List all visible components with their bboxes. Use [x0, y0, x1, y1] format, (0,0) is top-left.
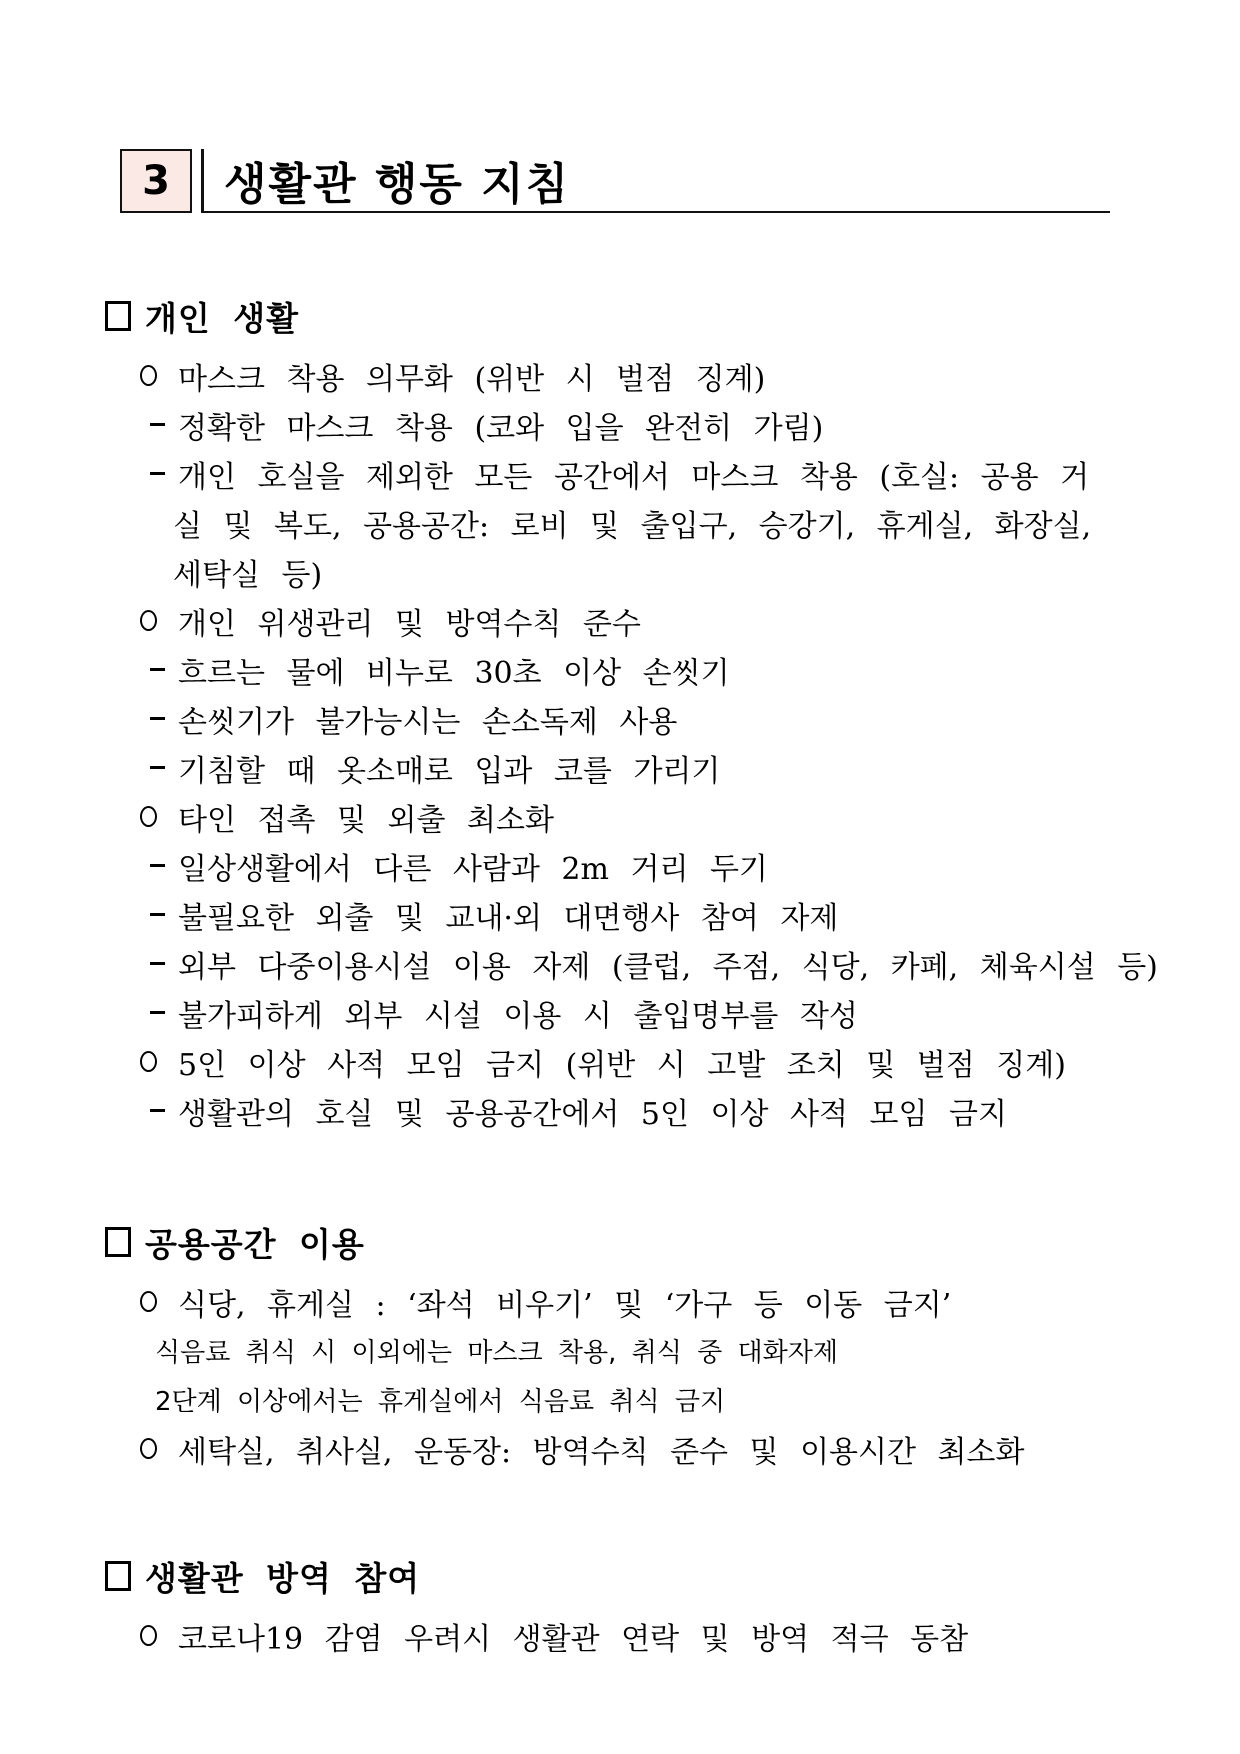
section: [105, 297, 1158, 1135]
item-text: 기침할 때 옷소매로 입과 코를 가리기: [178, 753, 721, 789]
section: [105, 1557, 1140, 1660]
circle-bullet-icon: [140, 1438, 157, 1459]
list-item: [105, 351, 1140, 400]
list-item: [105, 400, 1140, 449]
list-item: [105, 1037, 1140, 1086]
list-item: [105, 1326, 1140, 1375]
page-title: 생활관 행동 지침: [224, 159, 571, 210]
list-item: [105, 1375, 1140, 1424]
dash-bullet-icon: [150, 864, 165, 867]
list-item: [105, 547, 1140, 596]
item-text: 실 및 복도, 공용공간: 로비 및 출입구, 승강기, 휴게실, 화장실,: [173, 508, 1092, 544]
item-text: 타인 접촉 및 외출 최소화: [178, 802, 554, 838]
list-item: [105, 694, 1140, 743]
item-text: 일상생활에서 다른 사람과 2m 거리 두기: [178, 851, 768, 887]
circle-bullet-icon: [140, 1625, 157, 1646]
section-title-text: 개인 생활: [145, 298, 300, 338]
section-title: [105, 297, 1140, 338]
section-title-text: 생활관 방역 참여: [145, 1558, 421, 1598]
item-text: 불가피하게 외부 시설 이용 시 출입명부를 작성: [178, 998, 858, 1034]
item-text: 세탁실, 취사실, 운동장: 방역수칙 준수 및 이용시간 최소화: [178, 1434, 1025, 1470]
item-text: 생활관의 호실 및 공용공간에서 5인 이상 사적 모임 금지: [178, 1096, 1007, 1132]
item-text: 식당, 휴게실 : ‘좌석 비우기’ 및 ‘가구 등 이동 금지’: [178, 1287, 952, 1323]
section-title: [105, 1557, 1140, 1598]
list-item: [105, 498, 1140, 547]
section: [105, 1223, 1140, 1473]
square-bullet-icon: [105, 301, 131, 331]
dash-bullet-icon: [150, 1109, 165, 1112]
dash-bullet-icon: [150, 766, 165, 769]
item-text: 손씻기가 불가능시는 손소독제 사용: [178, 704, 678, 740]
item-text: 불필요한 외출 및 교내·외 대면행사 참여 자제: [178, 900, 839, 936]
list-item: [105, 890, 1140, 939]
dash-bullet-icon: [150, 423, 165, 426]
item-text: 코로나19 감염 우려시 생활관 연락 및 방역 적극 동참: [178, 1621, 969, 1657]
circle-bullet-icon: [140, 365, 157, 386]
circle-bullet-icon: [140, 1051, 157, 1072]
document-body: [105, 297, 1158, 1660]
item-text: 마스크 착용 의무화 (위반 시 벌점 징계): [178, 361, 766, 397]
item-text: 외부 다중이용시설 이용 자제 (클럽, 주점, 식당, 카페, 체육시설 등): [178, 949, 1158, 985]
item-text: 정확한 마스크 착용 (코와 입을 완전히 가림): [178, 410, 824, 446]
item-text: 개인 호실을 제외한 모든 공간에서 마스크 착용 (호실: 공용 거: [178, 459, 1090, 495]
square-bullet-icon: [105, 1561, 131, 1591]
list-item: [105, 596, 1140, 645]
circle-bullet-icon: [140, 806, 157, 827]
header-number-box: [120, 149, 192, 213]
item-text: 개인 위생관리 및 방역수칙 준수: [178, 606, 641, 642]
dash-bullet-icon: [150, 962, 165, 965]
dash-bullet-icon: [150, 472, 165, 475]
list-item: [105, 645, 1140, 694]
square-bullet-icon: [105, 1227, 131, 1257]
item-text: 5인 이상 사적 모임 금지 (위반 시 고발 조치 및 벌점 징계): [178, 1047, 1066, 1083]
section-title: [105, 1223, 1140, 1264]
item-text: 흐르는 물에 비누로 30초 이상 손씻기: [178, 655, 730, 691]
list-item: [105, 939, 1158, 988]
chapter-number: 3: [142, 158, 170, 204]
circle-bullet-icon: [140, 1291, 157, 1312]
section-title-text: 공용공간 이용: [145, 1224, 365, 1264]
dash-bullet-icon: [150, 1011, 165, 1014]
list-item: [105, 841, 1140, 890]
item-text: 세탁실 등): [173, 557, 323, 593]
circle-bullet-icon: [140, 610, 157, 631]
dash-bullet-icon: [150, 717, 165, 720]
chapter-header: [120, 149, 1110, 213]
dash-bullet-icon: [150, 913, 165, 916]
list-item: [105, 988, 1140, 1037]
list-item: [105, 1611, 1140, 1660]
dash-bullet-icon: [150, 668, 165, 671]
list-item: [105, 1277, 1140, 1326]
list-item: [105, 1086, 1140, 1135]
list-item: [105, 449, 1140, 498]
item-text: 식음료 취식 시 이외에는 마스크 착용, 취식 중 대화자제: [155, 1338, 838, 1368]
list-item: [105, 1424, 1140, 1473]
item-text: 2단계 이상에서는 휴게실에서 식음료 취식 금지: [155, 1387, 726, 1417]
chapter-title-rule: [201, 149, 1110, 213]
list-item: [105, 792, 1140, 841]
list-item: [105, 743, 1140, 792]
